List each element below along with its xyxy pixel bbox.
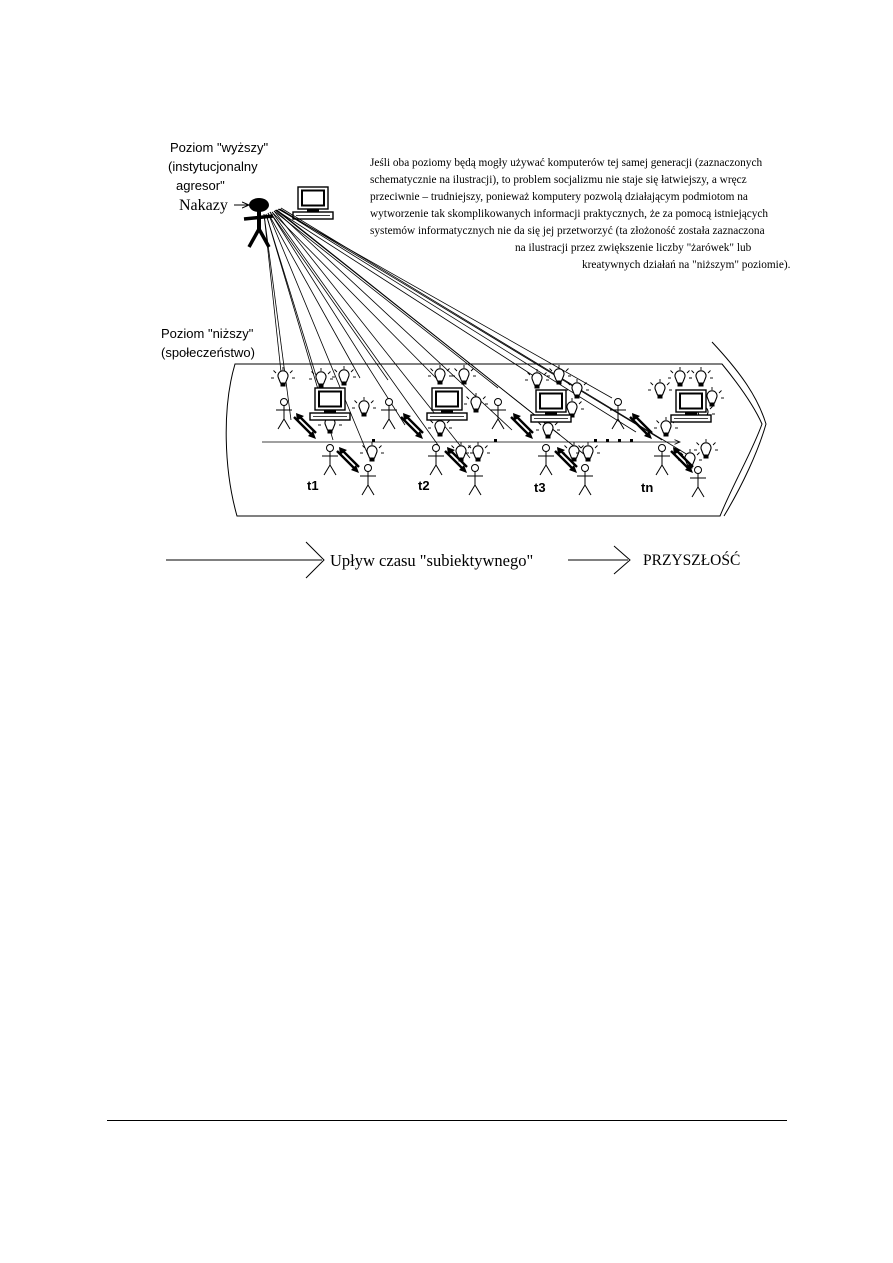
person-figure [654, 445, 670, 476]
group-tn [610, 367, 724, 497]
lower-level-title: Poziom "niższy" [161, 326, 254, 341]
person-figure [538, 445, 554, 476]
person-figure [381, 399, 397, 430]
person-figure [322, 445, 338, 476]
computer-icon [531, 390, 571, 422]
description-line: wytworzenie tak skomplikowanych informacji praktycznych, że za pomocą istniejących [370, 208, 769, 220]
lightbulb-icon [565, 379, 589, 399]
lightbulb-icon [352, 397, 376, 417]
lightbulb-icon [464, 393, 488, 413]
upper-computer-icon [293, 187, 333, 219]
description-line: Jeśli oba poziomy będą mogły używać komputerów tej samej generacji (zaznaczonych [370, 157, 763, 169]
progress-dots [372, 439, 633, 442]
description-line: systemów informatycznych nie da się jej przetworzyć (ta złożoność została zaznaczona [370, 225, 765, 237]
person-figure [360, 465, 376, 496]
lightbulb-icon [648, 379, 672, 399]
future-label: PRZYSZŁOŚĆ [643, 552, 741, 569]
description-line: na ilustracji przez zwiększenie liczby "żarówek" lub [515, 242, 752, 254]
person-figure [276, 399, 292, 430]
description-line: schematycznie na ilustracji), to problem socjalizmu nie staje się łatwiejszy, a wręcz [370, 174, 747, 186]
time-marker-tn: tn [641, 480, 654, 495]
computer-icon [310, 388, 350, 420]
exchange-arrow-icon [401, 413, 423, 439]
computer-icon [671, 390, 711, 422]
lightbulb-icon [525, 369, 549, 389]
lightbulb-icon [689, 367, 713, 387]
time-marker-t2: t2 [418, 478, 430, 493]
group-t1 [271, 366, 384, 495]
exchange-arrow-icon [337, 447, 359, 473]
footer-rule [107, 1120, 787, 1121]
upper-level-title: Poziom "wyższy" [170, 140, 269, 155]
upper-level-agressor: agresor" [176, 178, 225, 193]
lightbulb-icon [428, 365, 452, 385]
exchange-arrow-icon [630, 413, 652, 439]
description-line: kreatywnych działań na "niższym" poziomie). [582, 259, 791, 271]
lightbulb-icon [576, 442, 600, 462]
time-marker-t3: t3 [534, 480, 546, 495]
lightbulb-icon [562, 442, 586, 462]
lightbulb-icon [668, 367, 692, 387]
orders-label: Nakazy [179, 197, 228, 214]
exchange-arrow-icon [511, 413, 533, 439]
computer-icon [427, 388, 467, 420]
person-figure [428, 445, 444, 476]
person-figure [490, 399, 506, 430]
person-figure [467, 465, 483, 496]
time-marker-t1: t1 [307, 478, 319, 493]
description-line: przeciwnie – trudniejszy, ponieważ komputery pozwolą działającym podmiotom na [370, 191, 748, 203]
person-figure [577, 465, 593, 496]
upper-level-subtitle: (instytucjonalny [168, 159, 258, 174]
lower-level-subtitle: (społeczeństwo) [161, 345, 255, 360]
person-figure [690, 467, 706, 498]
lightbulb-icon [466, 442, 490, 462]
time-axis-label: Upływ czasu "subiektywnego" [330, 551, 534, 570]
group-t3 [490, 365, 600, 495]
band-edge-arrow [712, 342, 766, 516]
group-t2 [381, 365, 490, 495]
lightbulb-icon [271, 367, 295, 387]
description-text [370, 157, 791, 271]
lightbulb-icon [694, 439, 718, 459]
